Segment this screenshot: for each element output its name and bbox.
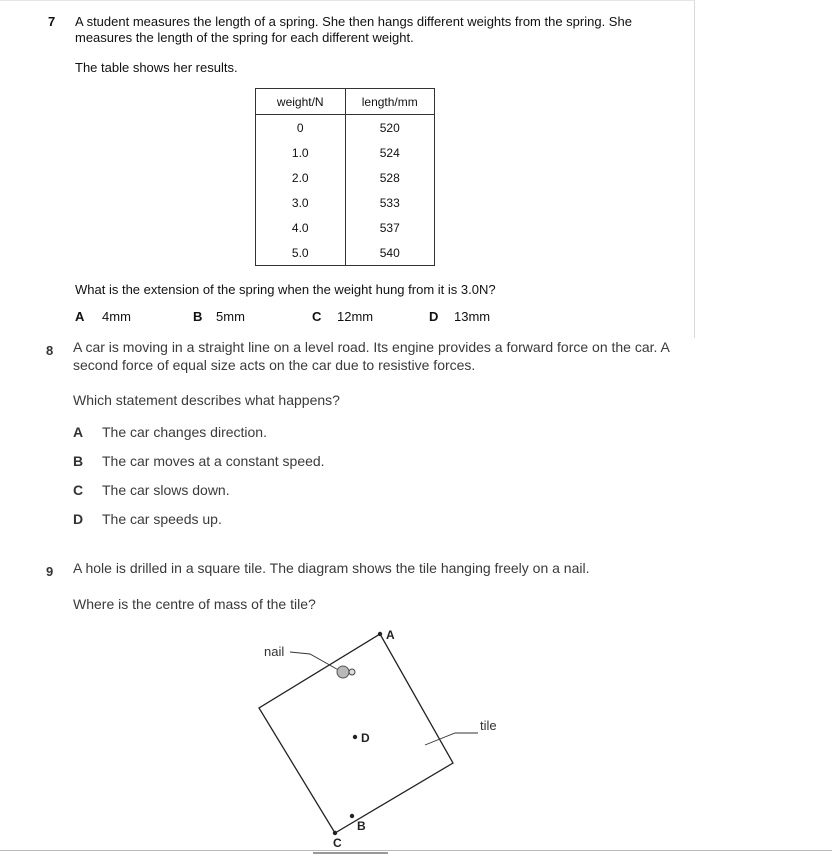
weight-cell: 4.0 bbox=[256, 215, 346, 240]
point-a-label: A bbox=[386, 628, 395, 642]
question-7-question: What is the extension of the spring when the weight hung from it is 3.0N? bbox=[75, 282, 496, 297]
nail-icon bbox=[349, 669, 355, 675]
point-c-dot bbox=[333, 831, 337, 835]
option-text: The car speeds up. bbox=[102, 511, 222, 527]
nail-label: nail bbox=[264, 644, 285, 659]
tile-label: tile bbox=[480, 718, 497, 733]
question-8-text bbox=[73, 339, 773, 374]
question-7-number: 7 bbox=[48, 14, 56, 29]
results-table bbox=[255, 88, 435, 266]
option-text: The car changes direction. bbox=[102, 424, 267, 440]
tile-square bbox=[259, 634, 453, 833]
option-7b[interactable] bbox=[193, 309, 245, 325]
option-text: 5mm bbox=[216, 309, 245, 324]
option-text: The car slows down. bbox=[102, 482, 230, 498]
weight-cell: 5.0 bbox=[256, 240, 346, 266]
point-b-dot bbox=[350, 814, 354, 818]
length-cell: 533 bbox=[345, 190, 435, 215]
option-letter: D bbox=[429, 309, 439, 324]
option-text: 4mm bbox=[102, 309, 131, 324]
option-letter: B bbox=[73, 453, 84, 469]
weight-cell: 2.0 bbox=[256, 165, 346, 190]
option-letter: B bbox=[193, 309, 203, 324]
weight-cell: 0 bbox=[256, 115, 346, 141]
option-text: 12mm bbox=[337, 309, 374, 324]
option-8d[interactable] bbox=[73, 511, 222, 528]
tile-leader-line bbox=[425, 733, 478, 745]
point-d-label: D bbox=[361, 731, 370, 745]
question-8-line-1: A car is moving in a straight line on a level road. Its engine provides a forward force on the car. A bbox=[73, 339, 670, 355]
option-7d[interactable] bbox=[429, 309, 490, 325]
option-letter: D bbox=[73, 511, 84, 527]
question-8-question: Which statement describes what happens? bbox=[73, 392, 340, 408]
question-9-number: 9 bbox=[46, 564, 54, 579]
option-8c[interactable] bbox=[73, 482, 230, 499]
weight-cell: 1.0 bbox=[256, 140, 346, 165]
hole-circle bbox=[337, 666, 349, 678]
question-8-number: 8 bbox=[46, 343, 54, 358]
table-header-weight: weight/N bbox=[256, 89, 346, 115]
table-row bbox=[256, 215, 435, 240]
option-8a[interactable] bbox=[73, 424, 267, 441]
question-9-text: A hole is drilled in a square tile. The diagram shows the tile hanging freely on a nail. bbox=[73, 560, 590, 576]
option-7a[interactable] bbox=[75, 309, 131, 325]
length-cell: 528 bbox=[345, 165, 435, 190]
table-header-length: length/mm bbox=[345, 89, 435, 115]
question-7-panel bbox=[0, 0, 695, 338]
option-letter: A bbox=[73, 424, 84, 440]
weight-cell: 3.0 bbox=[256, 190, 346, 215]
length-cell: 520 bbox=[345, 115, 435, 141]
option-7c[interactable] bbox=[312, 309, 373, 325]
length-cell: 540 bbox=[345, 240, 435, 266]
table-intro: The table shows her results. bbox=[75, 60, 238, 75]
question-9-question: Where is the centre of mass of the tile? bbox=[73, 596, 316, 612]
point-a-dot bbox=[378, 632, 382, 636]
option-text: The car moves at a constant speed. bbox=[102, 453, 325, 469]
table-row bbox=[256, 165, 435, 190]
table-row bbox=[256, 190, 435, 215]
table-row bbox=[256, 115, 435, 141]
option-8b[interactable] bbox=[73, 453, 325, 470]
point-c-label: C bbox=[333, 836, 342, 850]
table-row bbox=[256, 140, 435, 165]
option-letter: C bbox=[73, 482, 84, 498]
option-letter: A bbox=[75, 309, 85, 324]
question-7-line-1: A student measures the length of a spring. She then hangs different weights from the spring. She bbox=[75, 14, 632, 29]
bottom-divider bbox=[0, 850, 832, 851]
option-letter: C bbox=[312, 309, 322, 324]
question-7-text bbox=[75, 14, 685, 46]
point-b-label: B bbox=[357, 819, 366, 833]
question-7-line-2: measures the length of the spring for each different weight. bbox=[75, 30, 414, 45]
tile-diagram bbox=[230, 620, 530, 850]
length-cell: 524 bbox=[345, 140, 435, 165]
length-cell: 537 bbox=[345, 215, 435, 240]
table-row bbox=[256, 240, 435, 266]
point-d-dot bbox=[353, 735, 357, 739]
option-text: 13mm bbox=[454, 309, 491, 324]
question-8-line-2: second force of equal size acts on the car due to resistive forces. bbox=[73, 357, 476, 373]
